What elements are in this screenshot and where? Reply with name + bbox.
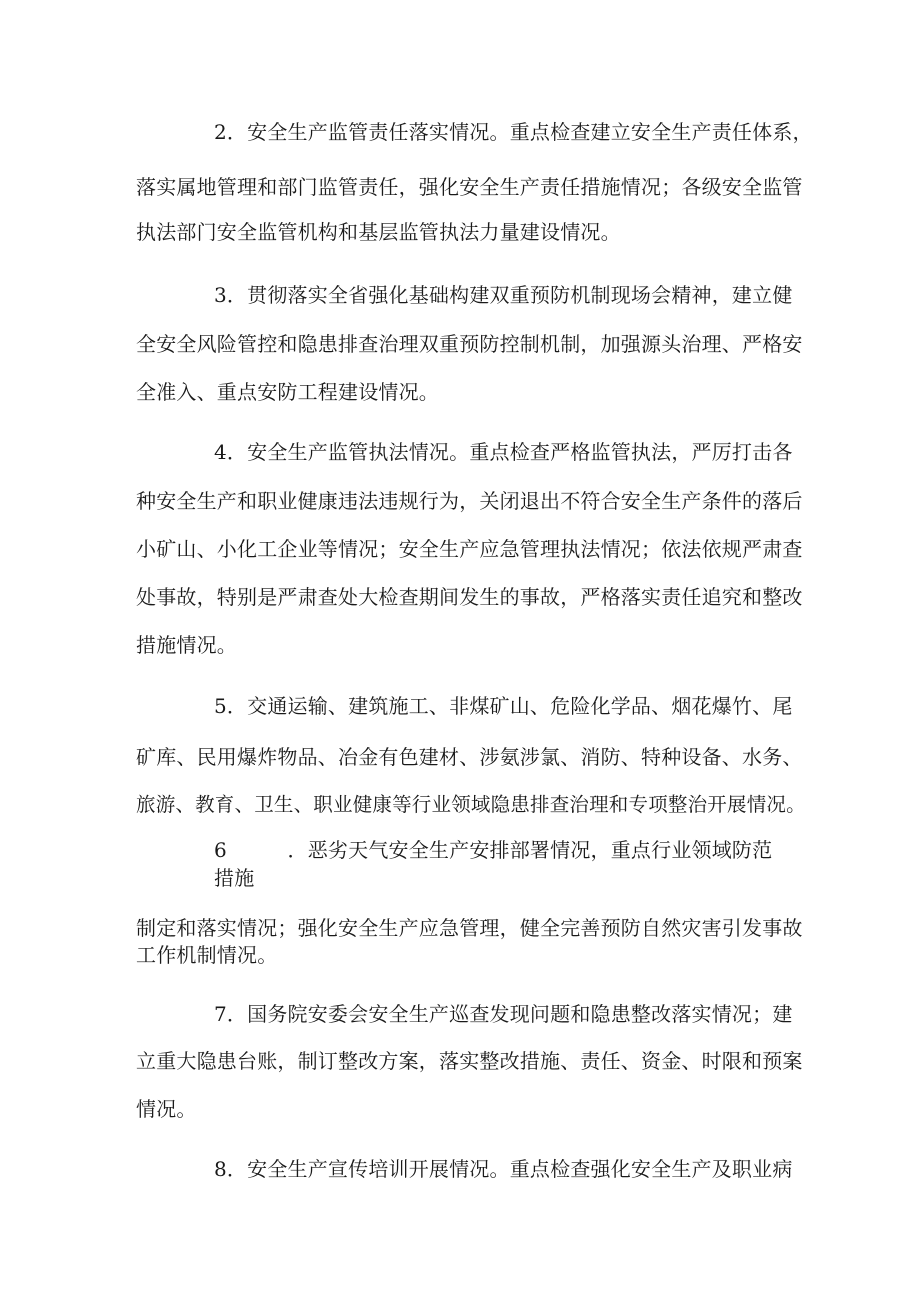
paragraph-4-line-2: 种安全生产和职业健康违法违规行为，关闭退出不符合安全生产条件的落后 [136,489,803,513]
paragraph-4-line-4: 处事故，特别是严肃查处大检查期间发生的事故，严格落实责任追究和整改 [136,585,803,609]
paragraph-6-line-3: 制定和落实情况；强化安全生产应急管理，健全完善预防自然灾害引发事故 [136,916,803,940]
paragraph-8-line-1: 8．安全生产宣传培训开展情况。重点检查强化安全生产及职业病 [214,1157,793,1181]
paragraph-6-line-1: 6 ．恶劣天气安全生产安排部署情况，重点行业领域防范 [214,838,773,862]
paragraph-7-line-3: 情况。 [136,1097,197,1121]
paragraph-4-line-1: 4．安全生产监管执法情况。重点检查严格监管执法，严厉打击各 [214,440,793,464]
paragraph-4-line-5: 措施情况。 [136,633,237,657]
paragraph-5-line-3: 旅游、教育、卫生、职业健康等行业领域隐患排查治理和专项整治开展情况。 [136,793,806,816]
paragraph-2-line-1: 2．安全生产监管责任落实情况。重点检查建立安全生产责任体系， [214,120,813,144]
paragraph-3-line-2: 全安全风险管控和隐患排查治理双重预防控制机制，加强源头治理、严格安 [136,332,803,356]
paragraph-6-line-2: 措施 [214,866,255,890]
paragraph-7-line-2: 立重大隐患台账，制订整改方案，落实整改措施、责任、资金、时限和预案 [136,1049,803,1073]
paragraph-2-line-2: 落实属地管理和部门监管责任，强化安全生产责任措施情况；各级安全监管 [136,175,803,199]
paragraph-4-line-3: 小矿山、小化工企业等情况；安全生产应急管理执法情况；依法依规严肃查 [136,537,803,561]
paragraph-2-line-3: 执法部门安全监管机构和基层监管执法力量建设情况。 [136,220,621,244]
paragraph-3-line-1: 3．贯彻落实全省强化基础构建双重预防机制现场会精神，建立健 [214,283,793,307]
paragraph-6-line-4: 工作机制情况。 [136,943,278,967]
paragraph-3-line-3: 全准入、重点安防工程建设情况。 [136,380,439,404]
paragraph-5-line-2: 矿库、民用爆炸物品、冶金有色建材、涉氨涉氯、消防、特种设备、水务、 [136,745,803,769]
paragraph-5-line-1: 5．交通运输、建筑施工、非煤矿山、危险化学品、烟花爆竹、尾 [214,694,793,718]
paragraph-7-line-1: 7．国务院安委会安全生产巡查发现问题和隐患整改落实情况；建 [214,1002,793,1026]
